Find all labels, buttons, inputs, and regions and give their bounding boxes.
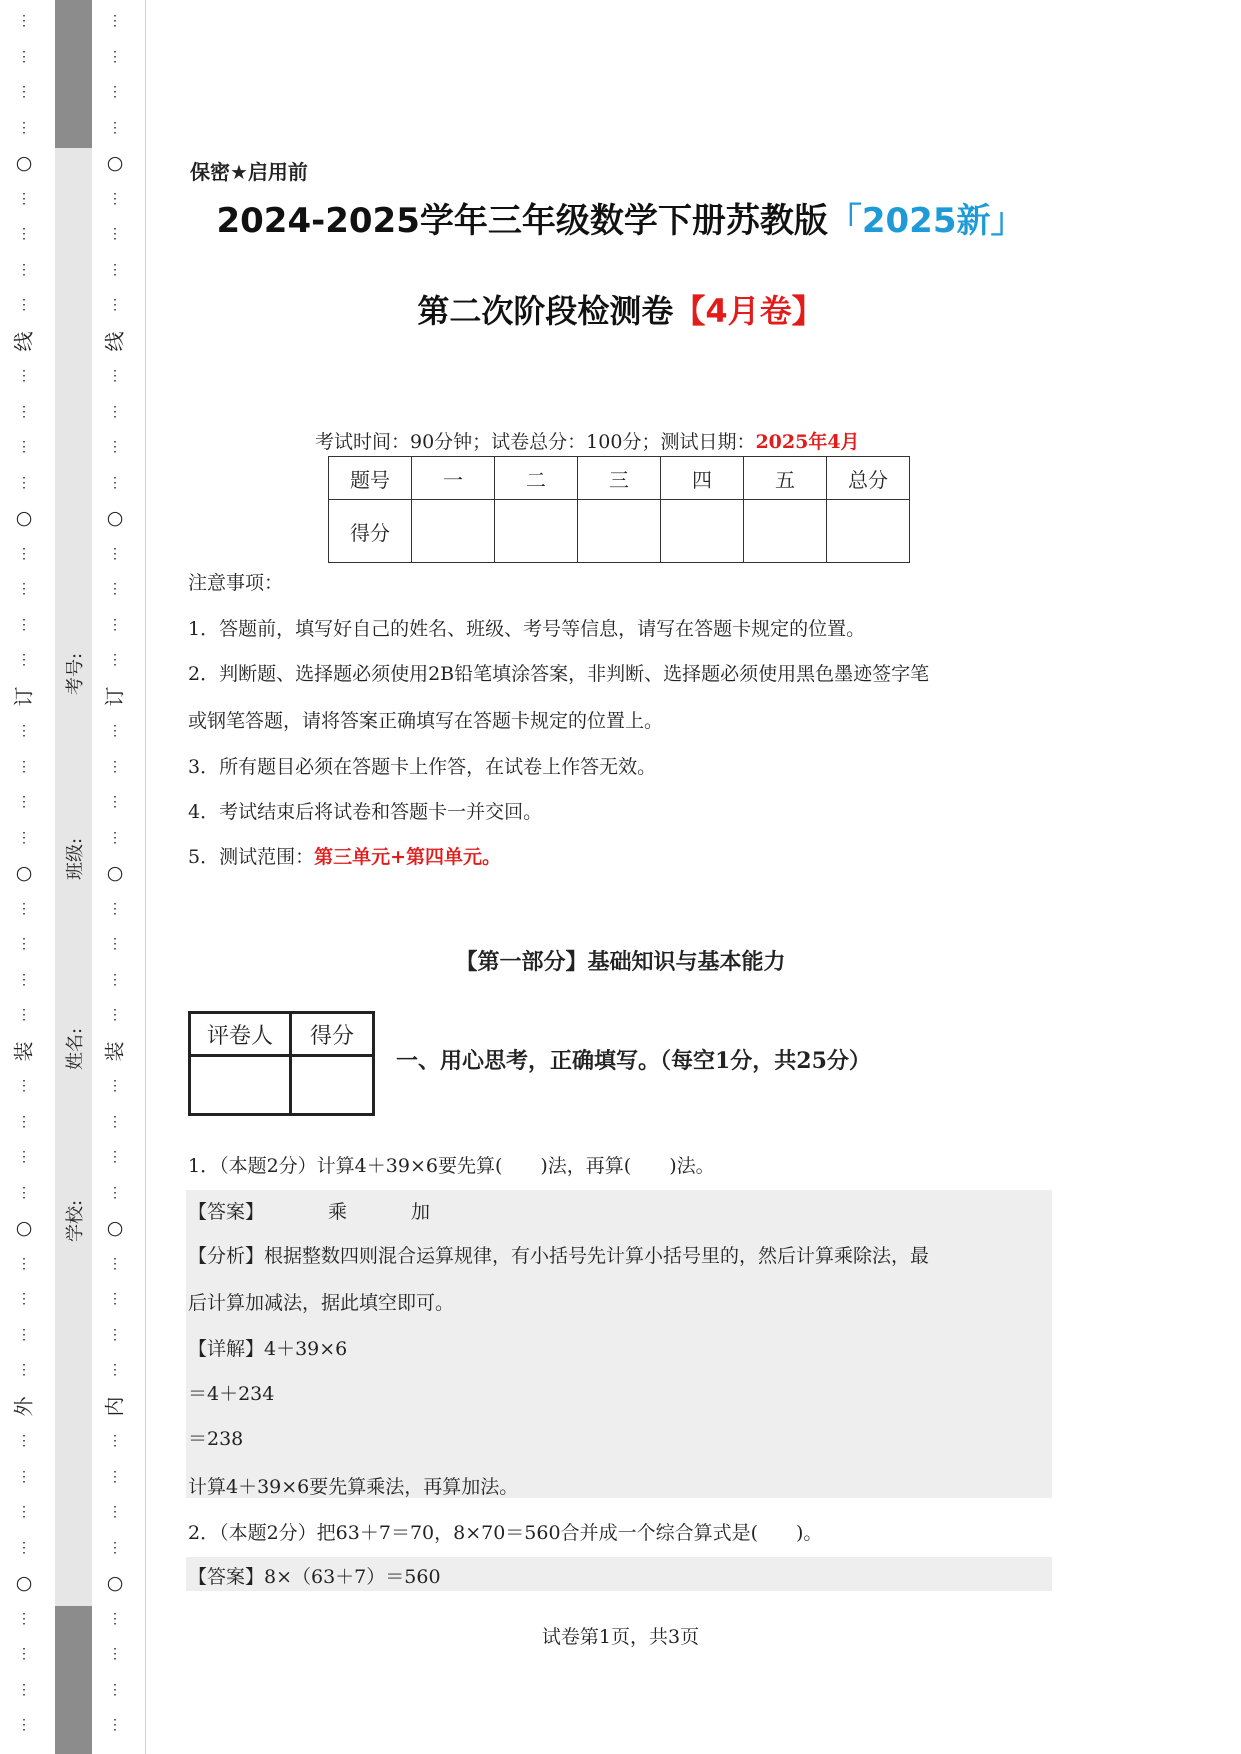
outer-dot-mark: ⋮ (17, 297, 31, 313)
inner-dot-mark: ⋮ (108, 616, 122, 633)
inner-dot-mark: ⋮ (108, 758, 122, 775)
inner-dot-mark: ⋮ (108, 1646, 122, 1662)
exam-date: 2025年4月 (755, 431, 860, 453)
q2-answer: 【答案】8×（63＋7）＝560 (188, 1566, 441, 1588)
title-edition-highlight: 「2025新」 (827, 201, 1025, 241)
outer-dot-mark: ⋮ (17, 1184, 31, 1201)
outer-dot-mark: ⋮ (17, 84, 31, 100)
outer-circle-mark: ○ (15, 507, 33, 529)
inner-dot-mark: ⋮ (108, 403, 122, 420)
outer-dot-mark: ⋮ (17, 1255, 31, 1272)
outer-dot-mark: ⋮ (17, 794, 31, 810)
note-item: 2．判断题、选择题必须使用2B铅笔填涂答案，非判断、选择题必须使用黑色墨迹签字笔 (188, 663, 930, 685)
score-col-5: 五 (744, 457, 827, 500)
note-scope-prefix: 5．测试范围： (188, 846, 315, 868)
inner-dot-mark: ⋮ (108, 1255, 122, 1272)
inner-dot-mark: ⋮ (108, 723, 122, 739)
score-cell (744, 500, 827, 563)
outer-dot-mark: ⋮ (17, 1078, 31, 1094)
inner-dot-mark: ⋮ (108, 1468, 122, 1485)
inner-dot-mark: ⋮ (108, 545, 122, 562)
exam-info (315, 427, 860, 454)
note-item: 或钢笔答题，请将答案正确填写在答题卡规定的位置上。 (188, 710, 664, 732)
inner-dot-mark: ⋮ (108, 1681, 122, 1698)
outer-circle-mark: ○ (15, 862, 33, 884)
score-col-1: 一 (412, 457, 495, 500)
outer-cut-label: 线 (11, 331, 36, 351)
school-field: 学校: (65, 1199, 86, 1242)
question-1: 1．（本题2分）计算4＋39×6要先算( )法，再算( )法。 (188, 1155, 715, 1177)
title-exam-name: 第二次阶段检测卷 (417, 292, 674, 330)
answer-label: 【答案】 (188, 1201, 265, 1223)
inner-dot-mark: ⋮ (108, 84, 122, 100)
outer-dot-mark: ⋮ (17, 758, 31, 775)
score-col-4: 四 (661, 457, 744, 500)
inner-cut-label: 订 (102, 686, 127, 706)
note-item: 4．考试结束后将试卷和答题卡一并交回。 (188, 801, 543, 823)
inner-dot-mark: ⋮ (108, 439, 122, 455)
inner-dot-mark: ⋮ (108, 1184, 122, 1201)
inner-dot-mark: ⋮ (108, 368, 122, 384)
outer-dot-mark: ⋮ (17, 1149, 31, 1165)
inner-dot-mark: ⋮ (108, 1007, 122, 1023)
title-main: 2024-2025学年三年级数学下册苏教版 (216, 201, 828, 241)
exam-title-line1 (0, 193, 1241, 242)
outer-dot-mark: ⋮ (17, 48, 31, 65)
outer-dot-mark: ⋮ (17, 1362, 31, 1378)
inner-dot-mark: ⋮ (108, 1326, 122, 1343)
note-item: 3．所有题目必须在答题卡上作答，在试卷上作答无效。 (188, 756, 657, 778)
inner-cut-label: 装 (102, 1041, 127, 1061)
inner-cut-label: 内 (102, 1396, 127, 1416)
outer-cut-label: 外 (11, 1396, 36, 1416)
q1-answer (188, 1197, 430, 1224)
score-row-label: 得分 (329, 500, 412, 563)
q1-analysis-line: 后计算加减法，据此填空即可。 (188, 1292, 455, 1314)
score-table (328, 456, 910, 563)
outer-dot-mark: ⋮ (17, 1326, 31, 1343)
inner-dot-mark: ⋮ (108, 1717, 122, 1733)
outer-dot-mark: ⋮ (17, 1291, 31, 1307)
page-footer: 试卷第1页，共3页 (541, 1626, 700, 1648)
outer-dot-mark: ⋮ (17, 439, 31, 455)
outer-dot-mark: ⋮ (17, 652, 31, 668)
section-title: 一、用心思考，正确填写。（每空1分，共25分） (396, 1048, 871, 1074)
outer-dot-mark: ⋮ (17, 545, 31, 562)
inner-dot-mark: ⋮ (108, 297, 122, 313)
inner-dot-mark: ⋮ (108, 190, 122, 207)
q1-analysis-line: 【分析】根据整数四则混合运算规律，有小括号先计算小括号里的，然后计算乘除法，最 (188, 1245, 930, 1267)
inner-dot-mark: ⋮ (108, 1149, 122, 1165)
note-item-scope (188, 842, 501, 869)
inner-dot-mark: ⋮ (108, 13, 122, 29)
outer-dot-mark: ⋮ (17, 226, 31, 242)
exam-title-line2 (0, 286, 1241, 332)
q1-step: ＝4＋234 (188, 1383, 275, 1405)
score-cell (661, 500, 744, 563)
inner-binding-line (103, 0, 127, 1754)
outer-binding-line (12, 0, 36, 1754)
grader-reviewer-label: 评卷人 (190, 1013, 291, 1056)
outer-dot-mark: ⋮ (17, 13, 31, 29)
outer-dot-mark: ⋮ (17, 1610, 31, 1627)
outer-dot-mark: ⋮ (17, 1681, 31, 1698)
inner-dot-mark: ⋮ (108, 474, 122, 491)
inner-cut-label: 线 (102, 331, 127, 351)
outer-dot-mark: ⋮ (17, 1504, 31, 1520)
outer-dot-mark: ⋮ (17, 261, 31, 278)
outer-dot-mark: ⋮ (17, 1113, 31, 1130)
inner-dot-mark: ⋮ (108, 1291, 122, 1307)
exam-number-field: 考号: (65, 652, 86, 695)
outer-cut-label: 装 (11, 1041, 36, 1061)
outer-dot-mark: ⋮ (17, 190, 31, 207)
answer-value-1: 乘 (328, 1201, 348, 1223)
inner-circle-mark: ○ (106, 152, 124, 174)
question-2: 2．（本题2分）把63＋7＝70，8×70＝560合并成一个综合算式是( )。 (188, 1522, 823, 1544)
q1-step: ＝238 (188, 1428, 244, 1450)
grader-score-label: 得分 (291, 1013, 374, 1056)
notes-title: 注意事项： (188, 572, 284, 594)
outer-dot-mark: ⋮ (17, 368, 31, 384)
inner-dot-mark: ⋮ (108, 652, 122, 668)
outer-dot-mark: ⋮ (17, 829, 31, 846)
exam-info-text: 考试时间：90分钟；试卷总分：100分；测试日期： (315, 431, 756, 453)
outer-dot-mark: ⋮ (17, 723, 31, 739)
outer-dot-mark: ⋮ (17, 1433, 31, 1449)
outer-circle-mark: ○ (15, 1572, 33, 1594)
score-cell (827, 500, 910, 563)
score-cell (495, 500, 578, 563)
inner-dot-mark: ⋮ (108, 1504, 122, 1520)
outer-dot-mark: ⋮ (17, 474, 31, 491)
outer-dot-mark: ⋮ (17, 1539, 31, 1556)
q1-conclusion: 计算4＋39×6要先算乘法，再算加法。 (188, 1476, 519, 1498)
confidential-label: 保密★启用前 (190, 160, 308, 184)
inner-circle-mark: ○ (106, 862, 124, 884)
inner-dot-mark: ⋮ (108, 1539, 122, 1556)
grader-box (188, 1011, 375, 1116)
inner-dot-mark: ⋮ (108, 1610, 122, 1627)
inner-dot-mark: ⋮ (108, 971, 122, 988)
class-field: 班级: (65, 837, 86, 880)
outer-dot-mark: ⋮ (17, 616, 31, 633)
outer-dot-mark: ⋮ (17, 581, 31, 597)
outer-dot-mark: ⋮ (17, 403, 31, 420)
inner-circle-mark: ○ (106, 1572, 124, 1594)
score-cell (412, 500, 495, 563)
binding-margin-divider (145, 0, 146, 1754)
note-item: 1．答题前，填写好自己的姓名、班级、考号等信息，请写在答题卡规定的位置。 (188, 618, 866, 640)
score-col-total: 总分 (827, 457, 910, 500)
outer-dot-mark: ⋮ (17, 1468, 31, 1485)
inner-dot-mark: ⋮ (108, 1362, 122, 1378)
score-col-2: 二 (495, 457, 578, 500)
outer-dot-mark: ⋮ (17, 900, 31, 917)
answer-value-2: 加 (411, 1201, 431, 1223)
inner-dot-mark: ⋮ (108, 261, 122, 278)
score-col-3: 三 (578, 457, 661, 500)
outer-circle-mark: ○ (15, 152, 33, 174)
inner-circle-mark: ○ (106, 1217, 124, 1239)
inner-dot-mark: ⋮ (108, 226, 122, 242)
inner-dot-mark: ⋮ (108, 936, 122, 952)
inner-dot-mark: ⋮ (108, 1433, 122, 1449)
score-table-header-label: 题号 (329, 457, 412, 500)
title-month-highlight: 【4月卷】 (673, 292, 824, 330)
part-title: 【第一部分】基础知识与基本能力 (455, 950, 786, 975)
inner-dot-mark: ⋮ (108, 794, 122, 810)
outer-dot-mark: ⋮ (17, 1007, 31, 1023)
note-scope-range: 第三单元+第四单元。 (314, 846, 502, 868)
outer-cut-label: 订 (11, 686, 36, 706)
outer-dot-mark: ⋮ (17, 1646, 31, 1662)
score-cell (578, 500, 661, 563)
grader-reviewer-cell (190, 1056, 291, 1115)
inner-dot-mark: ⋮ (108, 119, 122, 136)
grader-score-cell (291, 1056, 374, 1115)
inner-dot-mark: ⋮ (108, 1113, 122, 1130)
name-field: 姓名: (65, 1027, 86, 1070)
outer-dot-mark: ⋮ (17, 1717, 31, 1733)
student-info-fields (62, 0, 86, 1754)
inner-dot-mark: ⋮ (108, 900, 122, 917)
inner-dot-mark: ⋮ (108, 1078, 122, 1094)
outer-dot-mark: ⋮ (17, 936, 31, 952)
q1-detail: 【详解】4＋39×6 (188, 1338, 348, 1360)
inner-dot-mark: ⋮ (108, 581, 122, 597)
inner-circle-mark: ○ (106, 507, 124, 529)
outer-dot-mark: ⋮ (17, 119, 31, 136)
outer-circle-mark: ○ (15, 1217, 33, 1239)
outer-dot-mark: ⋮ (17, 971, 31, 988)
inner-dot-mark: ⋮ (108, 48, 122, 65)
inner-dot-mark: ⋮ (108, 829, 122, 846)
